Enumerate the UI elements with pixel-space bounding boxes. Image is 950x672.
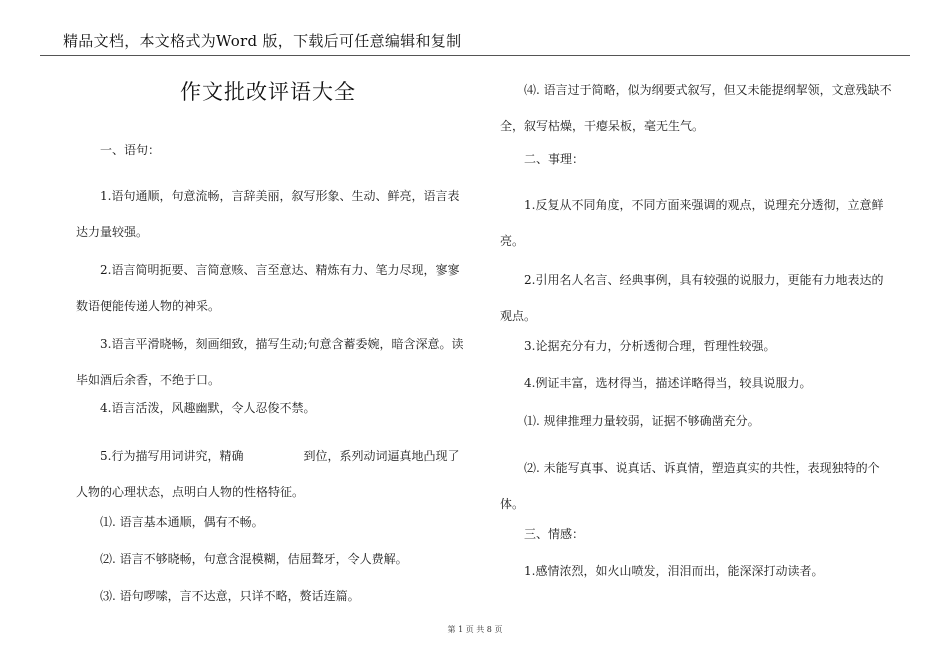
paragraph-emotion-1: 1.感情浓烈，如火山喷发，泪泪而出，能深深打动读者。 <box>524 564 824 578</box>
sub-item-3: ⑶. 语句啰嗦，言不达意，只详不略，赘话连篇。 <box>100 589 360 603</box>
paragraph-reasoning-2: 2.引用名人名言、经典事例，具有较强的说服力，更能有力地表达的观点。 <box>500 273 884 323</box>
sub-item-2: ⑵. 语言不够晓畅，句意含混模糊，佶屈聱牙，令人费解。 <box>100 552 408 566</box>
document-header: 精品文档，本文格式为Word 版，下载后可任意编辑和复制 <box>63 32 462 50</box>
paragraph-item-5: 5.行为描写用词讲究，精确 到位，系列动词逼真地凸现了人物的心理状态，点明白人物的性格特征。 <box>76 449 460 499</box>
sub-item-4: ⑷. 语言过于简略，似为纲要式叙写，但又未能提纲挈领，文意残缺不全，叙写枯燥，干瘪呆板，毫无生气。 <box>500 83 892 133</box>
paragraph-reasoning-4: 4.例证丰富，选材得当，描述详略得当，较具说服力。 <box>524 376 812 390</box>
heading-emotion: 三、情感： <box>524 527 585 541</box>
paragraph-reasoning-3: 3.论据充分有力，分析透彻合理，哲理性较强。 <box>524 339 776 353</box>
sub-item-1: ⑴. 语言基本通顺，偶有不畅。 <box>100 515 264 529</box>
sub-reasoning-2: ⑵. 未能写真事、说真话、诉真情，塑造真实的共性，表现独特的个体。 <box>500 461 880 511</box>
paragraph-reasoning-1: 1.反复从不同角度，不同方面来强调的观点，说理充分透彻，立意鲜亮。 <box>500 198 884 248</box>
page-footer: 第 1 页 共 8 页 <box>447 625 503 634</box>
paragraph-item-4: 4.语言活泼，风趣幽默，令人忍俊不禁。 <box>100 401 316 415</box>
header-rule <box>40 55 910 56</box>
heading-reasoning: 二、事理： <box>524 152 585 166</box>
heading-sentences: 一、语句： <box>100 143 161 157</box>
paragraph-item-3: 3.语言平滑晓畅，刻画细致，描写生动;句意含蓄委婉，暗含深意。读毕如酒后余香，不绝于口。 <box>76 337 464 387</box>
paragraph-item-2: 2.语言简明扼要、言简意赅、言至意达、精炼有力、笔力尽现，寥寥数语便能传递人物的神采。 <box>76 263 460 313</box>
document-title: 作文批改评语大全 <box>180 80 356 104</box>
sub-reasoning-1: ⑴. 规律推理力量较弱，证据不够确凿充分。 <box>524 414 760 428</box>
paragraph-item-1: 1.语句通顺，句意流畅，言辞美丽，叙写形象、生动、鲜亮，语言表达力量较强。 <box>76 189 460 239</box>
